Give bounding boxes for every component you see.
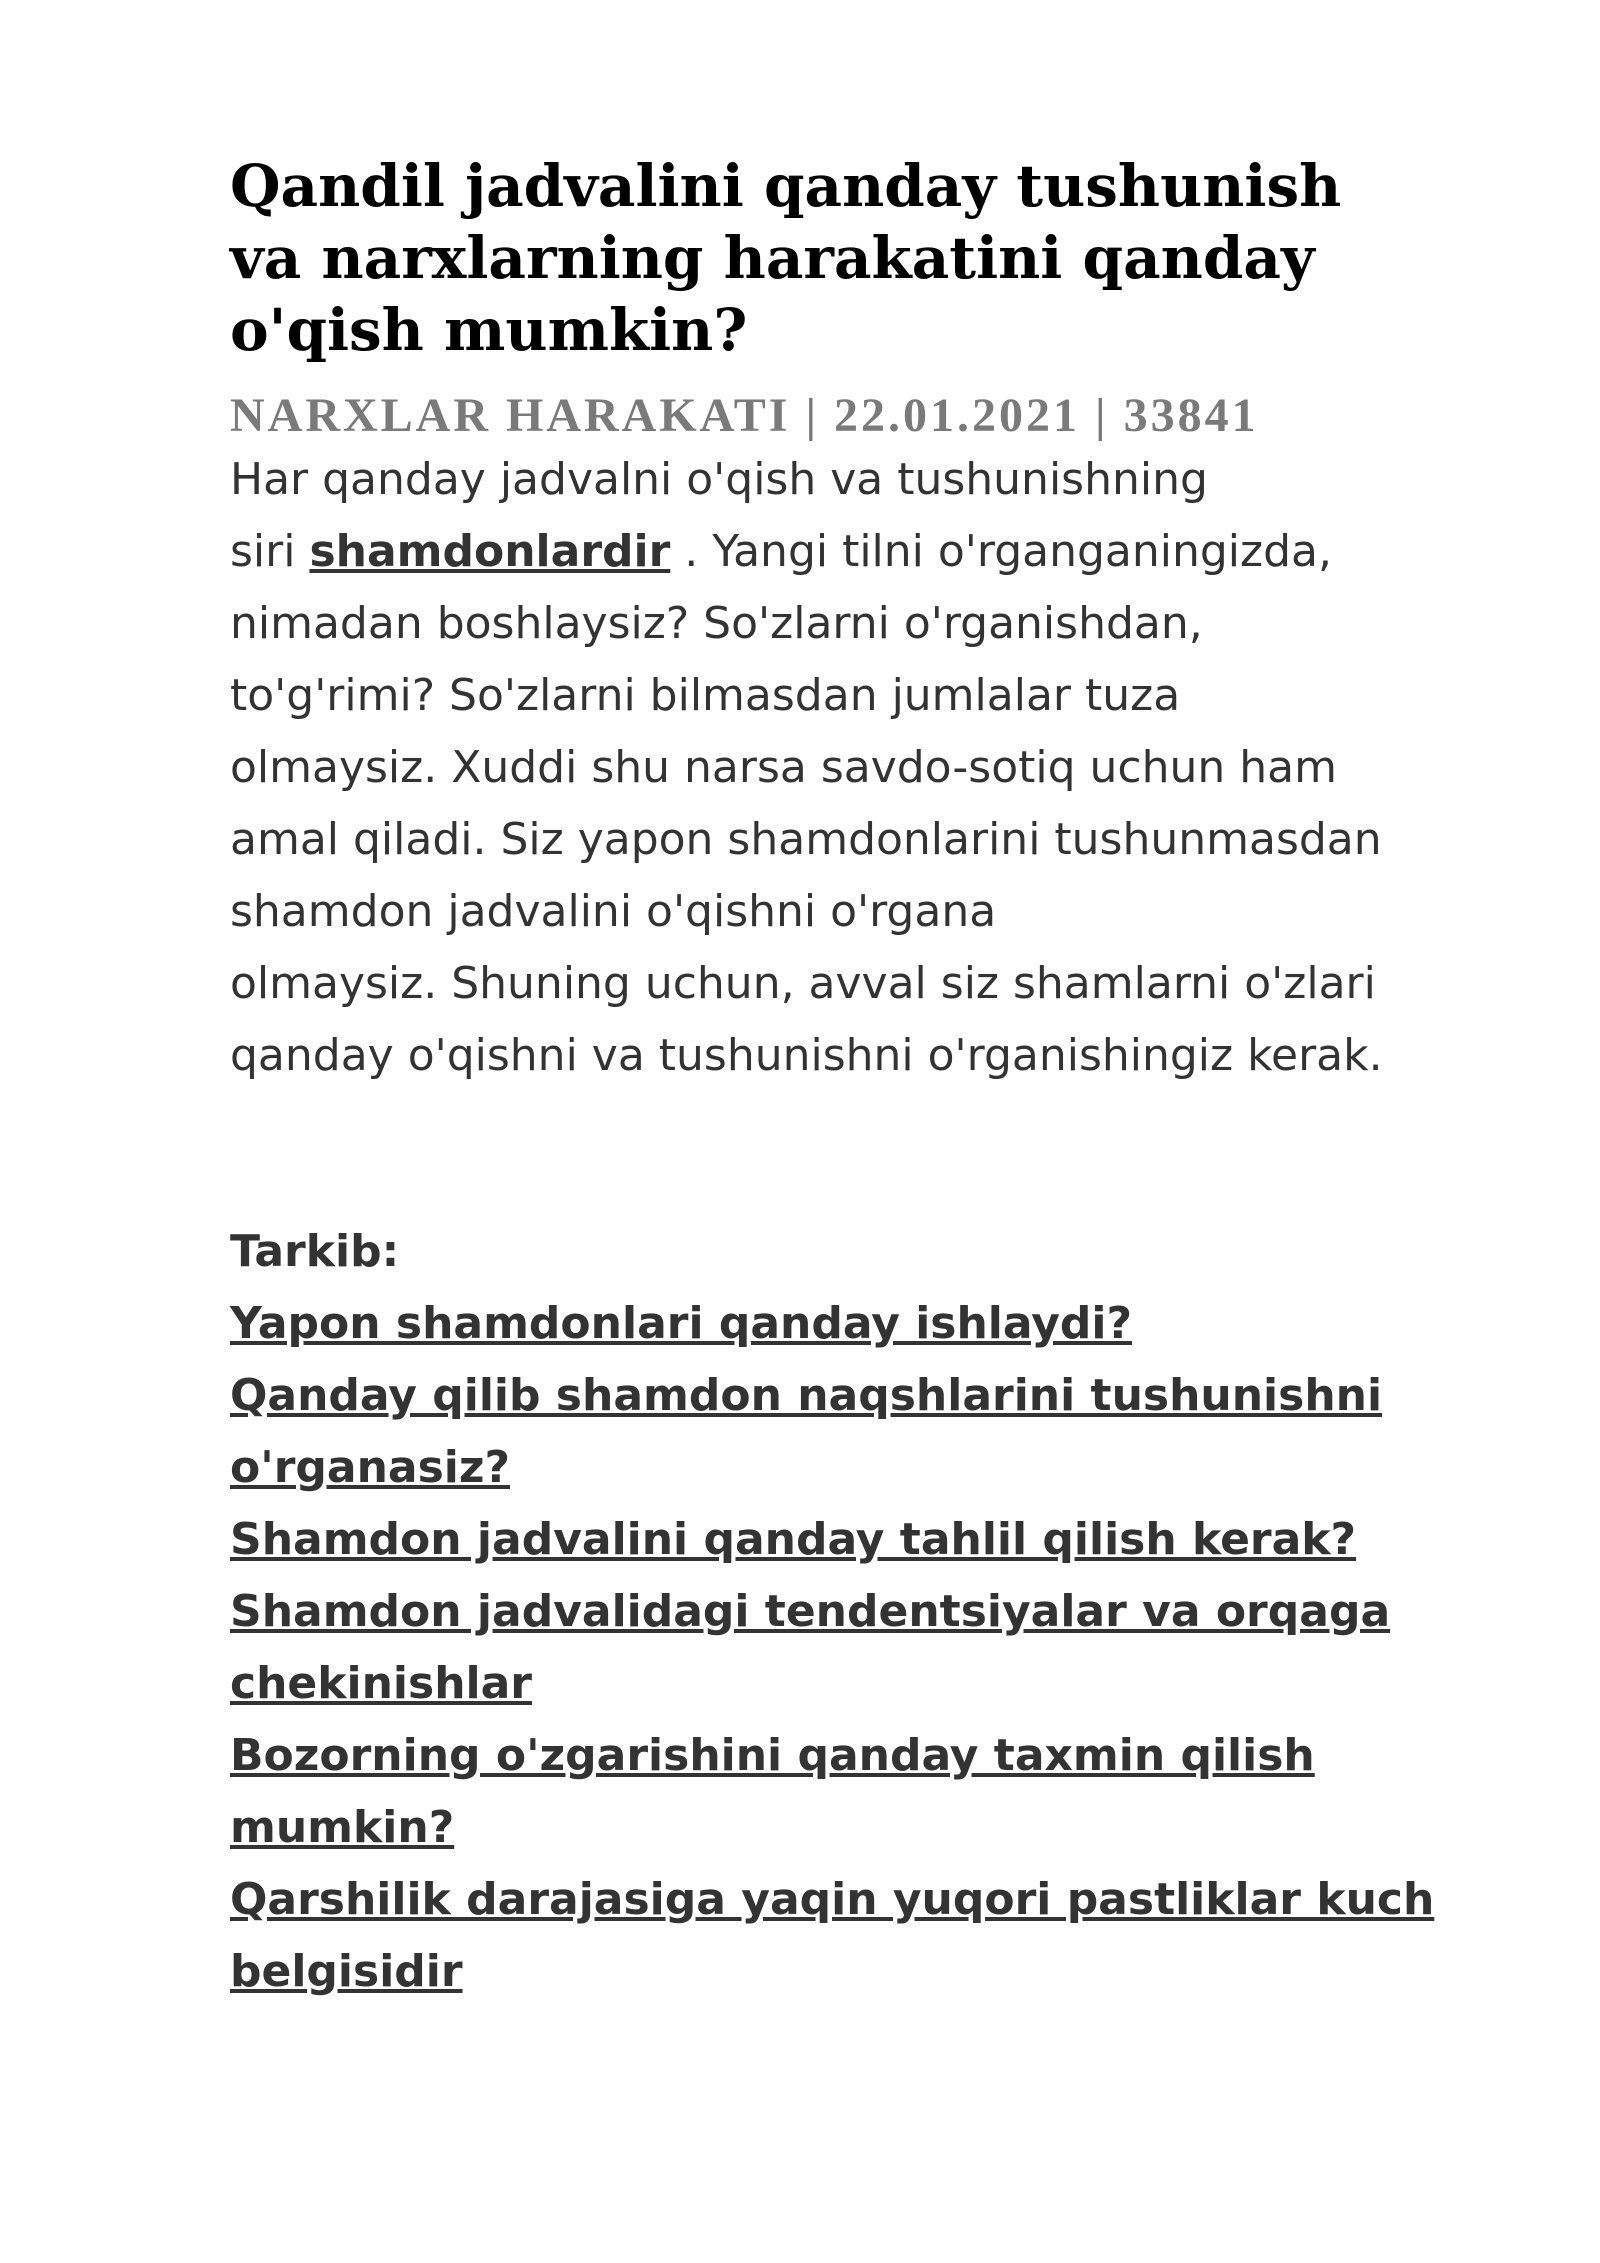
toc-link-qarshilik-darajasi[interactable] [230,1864,1470,2008]
toc-item [230,1576,1470,1720]
toc-link-text: Shamdon jadvalidagi tendentsiyalar va orqaga [230,1586,1391,1637]
toc-link-bozor-ozgarishi[interactable] [230,1720,1470,1864]
intro-line: shamdon jadvalini o'qishni o'rgana [230,886,997,937]
intro-line: olmaysiz. Xuddi shu narsa savdo-sotiq uchun ham [230,742,1337,793]
toc-link-text: Bozorning o'zgarishini qanday taxmin qilish [230,1730,1315,1781]
intro-paragraph [230,444,1470,1092]
article [230,150,1470,2008]
toc-item [230,1720,1470,1864]
toc-item [230,1288,1470,1360]
intro-line: qanday o'qishni va tushunishni o'rganishingiz kerak. [230,1030,1383,1081]
toc-link-text: Qanday qilib shamdon naqshlarini tushunishni [230,1370,1383,1421]
article-title: Qandil jadvalini qanday tushunish va narxlarning harakatini qanday o'qish mumkin? [230,152,1342,364]
publish-date: 22.01.2021 [834,389,1081,442]
intro-line [230,516,1470,588]
intro-line: amal qiladi. Siz yapon shamdonlarini tushunmasdan [230,814,1382,865]
intro-line: nimadan boshlaysiz? So'zlarni o'rganishdan, [230,598,1203,649]
table-of-contents [230,1288,1470,2008]
intro-line: olmaysiz. Shuning uchun, avval siz shamlarni o'zlari [230,958,1376,1009]
category-label: NARXLAR HARAKATI [230,389,791,442]
toc-link-text: o'rganasiz? [230,1442,511,1493]
shamdonlardir-link[interactable]: shamdonlardir [309,526,671,577]
toc-link-text: belgisidir [230,1946,463,1997]
view-count: 33841 [1123,389,1259,442]
toc-heading: Tarkib: [230,1226,400,1277]
toc-link-text: chekinishlar [230,1658,532,1709]
meta-separator: | [805,389,820,442]
toc-item [230,1864,1470,2008]
toc-item [230,1360,1470,1504]
toc-link-text: mumkin? [230,1802,455,1853]
intro-line: Har qanday jadvalni o'qish va tushunishning [230,454,1208,505]
intro-text: siri [230,526,310,577]
toc-link-shamdon-naqshlari[interactable] [230,1360,1470,1504]
intro-line: to'g'rimi? So'zlarni bilmasdan jumlalar tuza [230,670,1181,721]
toc-item [230,1504,1470,1576]
article-meta [230,388,1470,444]
toc-link-text: Yapon shamdonlari qanday ishlaydi? [230,1298,1132,1349]
meta-separator: | [1095,389,1109,442]
toc-link-tahlil[interactable] [230,1504,1470,1576]
toc-link-tendentsiyalar[interactable] [230,1576,1470,1720]
intro-text: . Yangi tilni o'rganganingizda, [670,526,1333,577]
toc-link-text: Shamdon jadvalini qanday tahlil qilish kerak? [230,1514,1357,1565]
toc-link-yapon-shamdonlari[interactable] [230,1288,1470,1360]
toc-link-text: Qarshilik darajasiga yaqin yuqori pastliklar kuch [230,1874,1435,1925]
